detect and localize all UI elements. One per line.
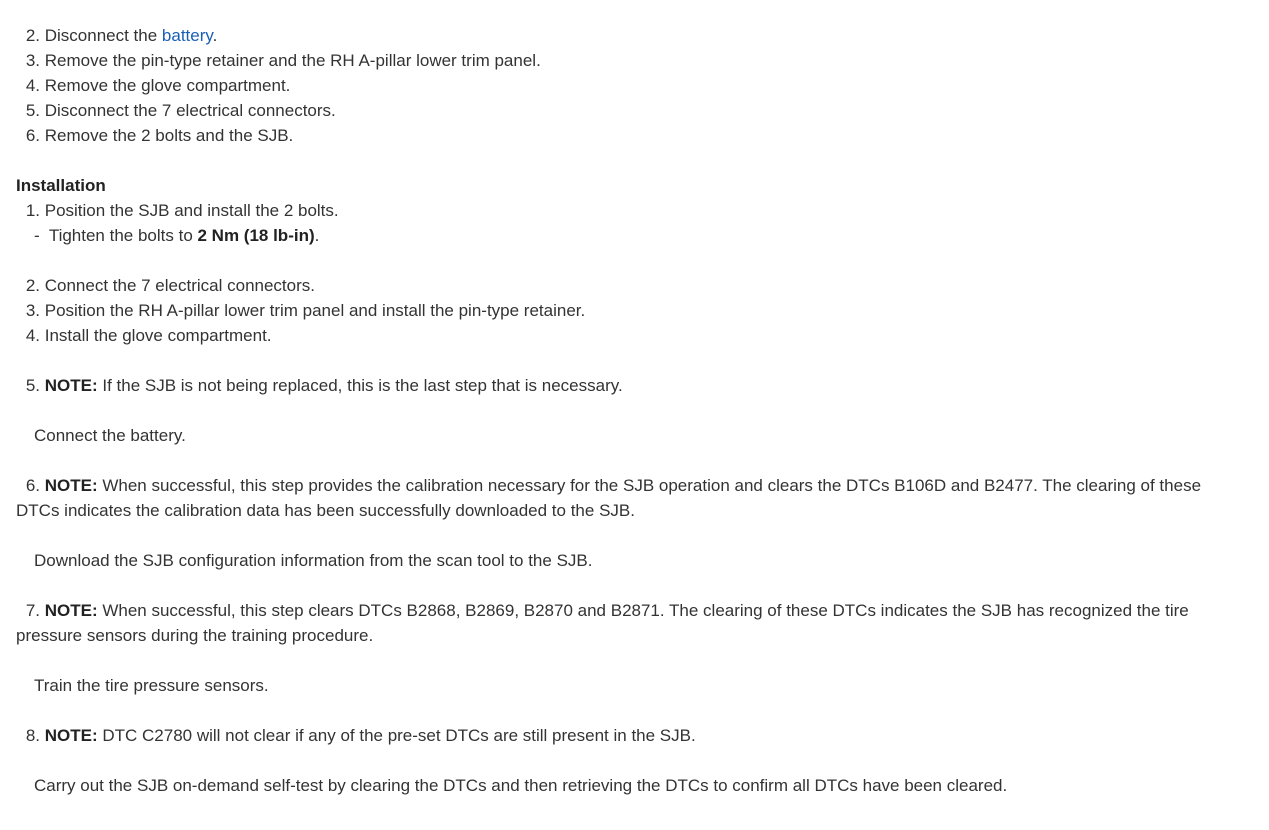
step-number: 8. bbox=[25, 726, 40, 745]
battery-link[interactable]: battery bbox=[161, 26, 213, 45]
step-number: 5. bbox=[25, 101, 40, 120]
step-number: 1. bbox=[25, 201, 40, 220]
installation-heading: Installation bbox=[16, 176, 106, 195]
removal-step-5 bbox=[16, 98, 336, 123]
step-text: Remove the 2 bolts and the SJB. bbox=[44, 126, 294, 145]
note-label: NOTE: bbox=[44, 726, 98, 745]
removal-step-2 bbox=[16, 23, 217, 48]
install-step-2 bbox=[16, 273, 315, 298]
install-step-1 bbox=[16, 198, 339, 223]
step-text: Disconnect the bbox=[44, 26, 162, 45]
step-text: Disconnect the 7 electrical connectors. bbox=[44, 101, 336, 120]
install-step-3 bbox=[16, 298, 585, 323]
step-text: Position the SJB and install the 2 bolts. bbox=[44, 201, 339, 220]
step-number: 4. bbox=[25, 76, 40, 95]
substep-dash: - bbox=[34, 226, 40, 245]
step-text: Position the RH A-pillar lower trim panel and install the pin-type retainer. bbox=[44, 301, 586, 320]
note-label: NOTE: bbox=[44, 601, 98, 620]
install-step-6-action: Download the SJB configuration information from the scan tool to the SJB. bbox=[34, 551, 593, 570]
install-step-7-note bbox=[16, 598, 1246, 648]
note-text: If the SJB is not being replaced, this is the last step that is necessary. bbox=[97, 376, 623, 395]
substep-text: Tighten the bolts to bbox=[48, 226, 198, 245]
step-text: Install the glove compartment. bbox=[44, 326, 272, 345]
install-step-4 bbox=[16, 323, 272, 348]
substep-text-end: . bbox=[314, 226, 320, 245]
note-label: NOTE: bbox=[44, 476, 98, 495]
install-step-7-action: Train the tire pressure sensors. bbox=[34, 676, 269, 695]
note-text: DTC C2780 will not clear if any of the pre-set DTCs are still present in the SJB. bbox=[97, 726, 696, 745]
note-text: When successful, this step clears DTCs B2868, B2869, B2870 and B2871. The clearing of these DTCs indicates the SJB has recognized the tire pressure sensors during the training procedure. bbox=[16, 601, 1189, 645]
removal-step-6 bbox=[16, 123, 293, 148]
install-step-5-note bbox=[16, 373, 623, 398]
step-number: 2. bbox=[25, 26, 40, 45]
step-number: 2. bbox=[25, 276, 40, 295]
step-number: 3. bbox=[25, 51, 40, 70]
install-step-8-action: Carry out the SJB on-demand self-test by clearing the DTCs and then retrieving the DTCs to confirm all DTCs have been cleared. bbox=[34, 776, 1008, 795]
step-number: 5. bbox=[25, 376, 40, 395]
step-number: 7. bbox=[25, 601, 40, 620]
note-text: When successful, this step provides the calibration necessary for the SJB operation and clears the DTCs B106D and B2477. The clearing of these DTCs indicates the calibration data has been successfully downloaded to the SJB. bbox=[16, 476, 1202, 520]
install-step-6-note bbox=[16, 473, 1246, 523]
step-number: 3. bbox=[25, 301, 40, 320]
step-text: Connect the 7 electrical connectors. bbox=[44, 276, 315, 295]
step-number: 6. bbox=[25, 476, 40, 495]
install-step-1-substep bbox=[34, 223, 319, 248]
step-text: Remove the pin-type retainer and the RH A-pillar lower trim panel. bbox=[44, 51, 541, 70]
step-number: 4. bbox=[25, 326, 40, 345]
step-text: Remove the glove compartment. bbox=[44, 76, 291, 95]
step-number: 6. bbox=[25, 126, 40, 145]
removal-step-4 bbox=[16, 73, 290, 98]
step-text-end: . bbox=[212, 26, 218, 45]
torque-spec: 2 Nm (18 lb-in) bbox=[197, 226, 315, 245]
install-step-8-note bbox=[16, 723, 696, 748]
removal-step-3 bbox=[16, 48, 541, 73]
note-label: NOTE: bbox=[44, 376, 98, 395]
install-step-5-action: Connect the battery. bbox=[34, 426, 186, 445]
